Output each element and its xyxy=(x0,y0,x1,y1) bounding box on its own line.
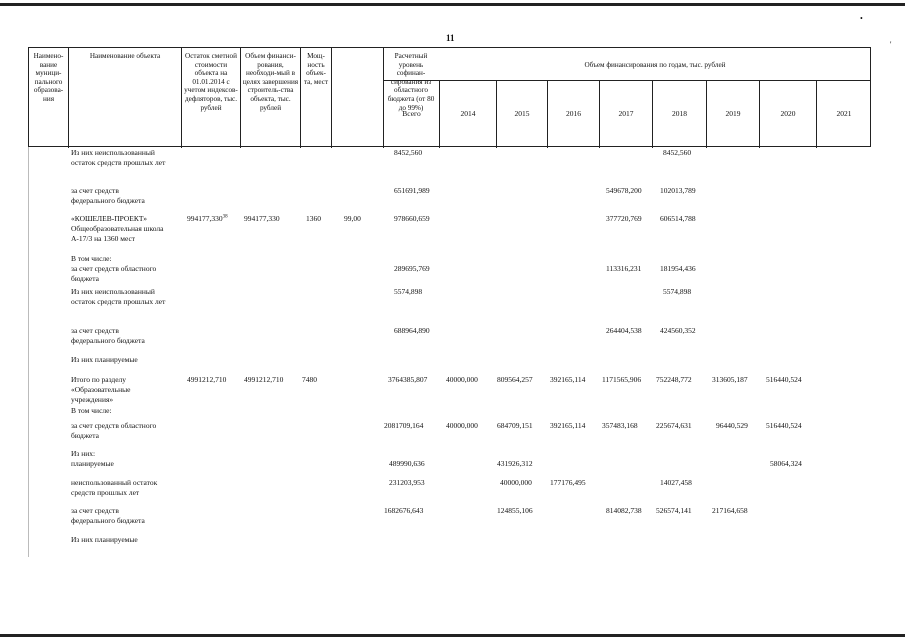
cell-2018: 102013,789 xyxy=(660,186,696,195)
scan-mark: • xyxy=(860,14,863,23)
cell-total: 688964,890 xyxy=(394,326,430,335)
row-label: за счет средств федерального бюджета xyxy=(71,506,145,525)
header-capacity: Мощ-ность объек-та, мест xyxy=(303,52,329,86)
cell-remaining: 4991212,710 xyxy=(187,375,227,384)
cell-total: 231203,953 xyxy=(389,478,425,487)
cell-total: 5574,898 xyxy=(394,287,423,296)
cell-total: 8452,560 xyxy=(394,148,423,157)
row-label: Из них планируемые xyxy=(71,355,138,364)
cell-total: 651691,989 xyxy=(394,186,430,195)
cell-2016: 392165,114 xyxy=(550,375,586,384)
header-total: Всего xyxy=(402,109,421,118)
header-years-group: Объем финансирования по годам, тыс. рублей xyxy=(584,61,726,69)
row-label: В том числе: xyxy=(71,406,112,415)
row-label: Из них неиспользованный остаток средств прошлых лет xyxy=(71,148,166,167)
header-year: 2018 xyxy=(672,109,687,118)
header-remaining-cost: Остаток сметной стоимости объекта на 01.01.2014 с учетом индексов-дефляторов, тыс. рублей xyxy=(184,52,238,112)
cell-financing: 4991212,710 xyxy=(244,375,284,384)
page-number: 11 xyxy=(446,33,455,43)
cell-capacity: 1360 xyxy=(306,214,321,223)
header-financing-needed: Объем финанси-рования, необходи-мый в целях завершения строитель-ства объекта, тыс. рублей xyxy=(242,52,299,112)
cell-2014: 40000,000 xyxy=(446,421,478,430)
cell-financing: 994177,330 xyxy=(244,214,280,223)
cell-2018: 424560,352 xyxy=(660,326,696,335)
cell-2015: 124855,106 xyxy=(497,506,533,515)
cell-2017: 264404,538 xyxy=(606,326,642,335)
cell-2017: 814082,738 xyxy=(606,506,642,515)
cell-total: 1682676,643 xyxy=(384,506,424,515)
cell-2019: 313605,187 xyxy=(712,375,748,384)
cell-2015: 809564,257 xyxy=(497,375,533,384)
cell-2018: 8452,560 xyxy=(663,148,692,157)
header-year: 2016 xyxy=(566,109,581,118)
cell-2019: 96440,529 xyxy=(716,421,748,430)
row-label: за счет средств федерального бюджета xyxy=(71,186,145,205)
cell-cofinancing: 99,00 xyxy=(344,214,361,223)
cell-2020: 516440,524 xyxy=(766,375,802,384)
row-label: неиспользованный остаток средств прошлых лет xyxy=(71,478,158,497)
cell-total: 978660,659 xyxy=(394,214,430,223)
header-year: 2019 xyxy=(725,109,741,118)
cell-2018: 606514,788 xyxy=(660,214,696,223)
cell-2017: 377720,769 xyxy=(606,214,642,223)
scan-mark: ' xyxy=(890,40,892,49)
row-label: «КОШЕЛЕВ-ПРОЕКТ» Общеобразовательная школа А-17/3 на 1360 мест xyxy=(71,214,164,243)
row-label: Итого по разделу «Образовательные учреждения» xyxy=(71,375,131,404)
bottom-border xyxy=(0,634,905,637)
cell-2017: 549678,200 xyxy=(606,186,642,195)
cell-total: 3764385,807 xyxy=(388,375,428,384)
cell-total: 2081709,164 xyxy=(384,421,424,430)
cell-2018: 752248,772 xyxy=(656,375,692,384)
cell-2015: 684709,151 xyxy=(497,421,533,430)
header-object: Наименование объекта xyxy=(89,52,161,60)
cell-2016: 177176,495 xyxy=(550,478,586,487)
cell-total: 289695,769 xyxy=(394,264,430,273)
row-label: за счет средств федерального бюджета xyxy=(71,326,145,345)
cell-2020: 58064,324 xyxy=(770,459,802,468)
table-header xyxy=(28,47,871,147)
cell-2018: 225674,631 xyxy=(656,421,692,430)
cell-capacity: 7480 xyxy=(302,375,317,384)
cell-2015: 431926,312 xyxy=(497,459,533,468)
row-label: за счет средств областного бюджета xyxy=(71,264,157,283)
cell-remaining: 994177,330$^{38}$ xyxy=(187,214,228,223)
row-label: за счет средств областного бюджета xyxy=(71,421,157,440)
cell-2017: 1171565,906 xyxy=(602,375,642,384)
cell-2019: 217164,658 xyxy=(712,506,748,515)
cell-total: 489990,636 xyxy=(389,459,425,468)
cell-2015: 40000,000 xyxy=(500,478,532,487)
cell-2018: 14027,458 xyxy=(660,478,692,487)
header-year: 2015 xyxy=(514,109,530,118)
header-year: 2021 xyxy=(836,109,852,118)
top-border xyxy=(0,3,905,6)
cell-2018: 181954,436 xyxy=(660,264,696,273)
header-year: 2020 xyxy=(780,109,796,118)
cell-2018: 526574,141 xyxy=(656,506,692,515)
cell-2017: 113316,231 xyxy=(606,264,642,273)
row-label: Из них неиспользованный остаток средств прошлых лет xyxy=(71,287,166,306)
cell-2014: 40000,000 xyxy=(446,375,478,384)
header-cofinancing: Расчетный уровень софинан-сирования из областного бюджета (от 80 до 99%) xyxy=(387,52,435,112)
row-label: Из них: планируемые xyxy=(71,449,114,468)
cell-2016: 392165,114 xyxy=(550,421,586,430)
row-label: В том числе: xyxy=(71,254,112,263)
cell-2020: 516440,524 xyxy=(766,421,802,430)
cell-2017: 357483,168 xyxy=(602,421,638,430)
row-label: Из них планируемые xyxy=(71,535,138,544)
header-year: 2017 xyxy=(618,109,634,118)
header-year: 2014 xyxy=(460,109,476,118)
column-divider xyxy=(28,147,29,557)
cell-2018: 5574,898 xyxy=(663,287,692,296)
header-municipality: Наимено-вание муници-пального образова-ния xyxy=(33,52,64,103)
